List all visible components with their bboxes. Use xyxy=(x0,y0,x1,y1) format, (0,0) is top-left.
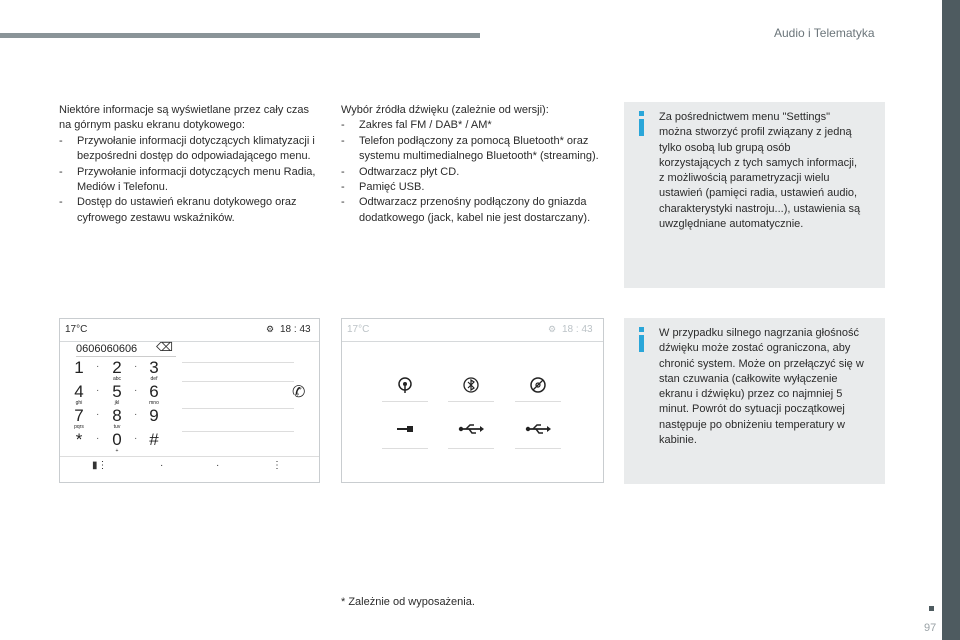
info-item: - Przywołanie informacji dotyczących klimatyzacji i bezpośredni dostęp do odpowiadającego menu. xyxy=(59,134,324,165)
info-item: - Dostęp do ustawień ekranu dotykowego oraz cyfrowego zestawu wskaźników. xyxy=(59,195,324,226)
divider xyxy=(382,401,428,402)
radio-source-icon[interactable] xyxy=(385,376,425,398)
footnote: * Zależnie od wyposażenia. xyxy=(341,596,475,608)
source-intro: Wybór źródła dźwięku (zależnie od wersji): xyxy=(341,104,549,116)
header-bar xyxy=(0,33,480,38)
heat-note xyxy=(624,318,885,484)
divider xyxy=(382,448,428,449)
status-bar xyxy=(60,319,319,342)
source-item: - Telefon podłączony za pomocą Bluetooth* oraz systemu multimedialnego Bluetooth* (streaming). xyxy=(341,134,606,165)
key-9[interactable]: 9 xyxy=(149,406,159,425)
settings-note xyxy=(624,102,885,288)
key-5[interactable]: 5 jkl xyxy=(112,382,122,406)
temperature[interactable]: 17°C xyxy=(347,324,370,335)
separator: · xyxy=(134,385,138,396)
key-7[interactable]: 7 pqrs xyxy=(74,406,84,430)
source-item: - Zakres fal FM / DAB* / AM* xyxy=(341,118,606,133)
divider xyxy=(448,448,494,449)
info-column xyxy=(59,103,324,226)
separator: · xyxy=(96,385,100,396)
backspace-icon[interactable]: ⌫ xyxy=(156,340,173,354)
contact-line xyxy=(182,408,294,409)
contact-line xyxy=(182,362,294,363)
settings-note-text: Za pośrednictwem menu "Settings" można stworzyć profil związany z jedną tylko osobą lub grupą osób korzystających z tych samych informacji, z możliwością parametryzacji wielu ustawień (pamięci radia, ustawień audio, charakterystyki nastroju...), ustawienia są uwzględniane automatycznie. xyxy=(659,111,861,231)
more-menu-icon[interactable]: ⋮ xyxy=(272,460,282,471)
usb-source-icon[interactable] xyxy=(518,422,558,444)
source-item: - Pamięć USB. xyxy=(341,180,606,195)
temperature[interactable]: 17°C xyxy=(65,324,88,335)
source-item: - Odtwarzacz płyt CD. xyxy=(341,165,606,180)
side-band xyxy=(942,0,960,640)
number-underline xyxy=(76,356,176,357)
bluetooth-source-icon[interactable] xyxy=(451,376,491,398)
nav-dot-icon[interactable]: · xyxy=(160,460,164,471)
separator: · xyxy=(134,361,138,372)
info-icon xyxy=(639,335,644,352)
key-hash[interactable]: # xyxy=(149,430,159,449)
contact-line xyxy=(182,381,294,382)
key-8[interactable]: 8 tuv xyxy=(112,406,122,430)
separator: · xyxy=(134,409,138,420)
source-item: - Odtwarzacz przenośny podłączony do gniazda dodatkowego (jack, kabel nie jest dostarczany). xyxy=(341,195,606,226)
separator: · xyxy=(96,409,100,420)
key-4[interactable]: 4 ghi xyxy=(74,382,84,406)
info-intro: Niektóre informacje są wyświetlane przez cały czas na górnym pasku ekranu dotykowego: xyxy=(59,104,310,132)
info-item: - Przywołanie informacji dotyczących menu Radia, Mediów i Telefonu. xyxy=(59,165,324,196)
contact-line xyxy=(182,431,294,432)
call-icon[interactable]: ✆ xyxy=(292,384,306,401)
source-column xyxy=(341,103,606,226)
page-marker xyxy=(929,606,934,611)
aux-source-icon[interactable] xyxy=(385,422,425,444)
settings-icon[interactable]: ⚙ xyxy=(266,324,275,334)
key-0[interactable]: 0 + xyxy=(112,430,122,454)
separator: · xyxy=(96,433,100,444)
cd-source-icon[interactable] xyxy=(518,376,558,398)
settings-icon[interactable]: ⚙ xyxy=(548,324,557,334)
info-icon xyxy=(639,119,644,136)
nav-dot-icon[interactable]: · xyxy=(216,460,220,471)
dialed-number: 0606060606 xyxy=(76,343,138,355)
clock: 18 : 43 xyxy=(562,324,593,335)
divider xyxy=(515,448,561,449)
key-2[interactable]: 2 abc xyxy=(112,358,122,382)
key-1[interactable]: 1 xyxy=(74,358,84,377)
clock: 18 : 43 xyxy=(280,324,311,335)
separator: · xyxy=(96,361,100,372)
key-star[interactable]: * xyxy=(75,430,83,449)
status-bar xyxy=(342,319,603,342)
heat-note-text: W przypadku silnego nagrzania głośność dźwięku może zostać ograniczona, aby chronić system. Może on przełączyć się w stan czuwania (całkowite wyłączenie ekranu i dźwięku) przez co najmniej 5 minut. Powrót do sytuacji początkowej następuje po obniżeniu temperatury w kabinie. xyxy=(659,327,864,447)
separator: · xyxy=(134,433,138,444)
phone-screen xyxy=(59,318,320,483)
page-number: 97 xyxy=(924,622,937,634)
usb-source-icon[interactable] xyxy=(451,422,491,444)
key-6[interactable]: 6 mno xyxy=(149,382,159,406)
divider xyxy=(515,401,561,402)
key-3[interactable]: 3 def xyxy=(149,358,159,382)
section-title: Audio i Telematyka xyxy=(774,26,875,40)
divider xyxy=(448,401,494,402)
source-screen xyxy=(341,318,604,483)
bottom-toolbar xyxy=(60,456,319,457)
battery-icon[interactable]: ▮⋮ xyxy=(92,460,108,471)
